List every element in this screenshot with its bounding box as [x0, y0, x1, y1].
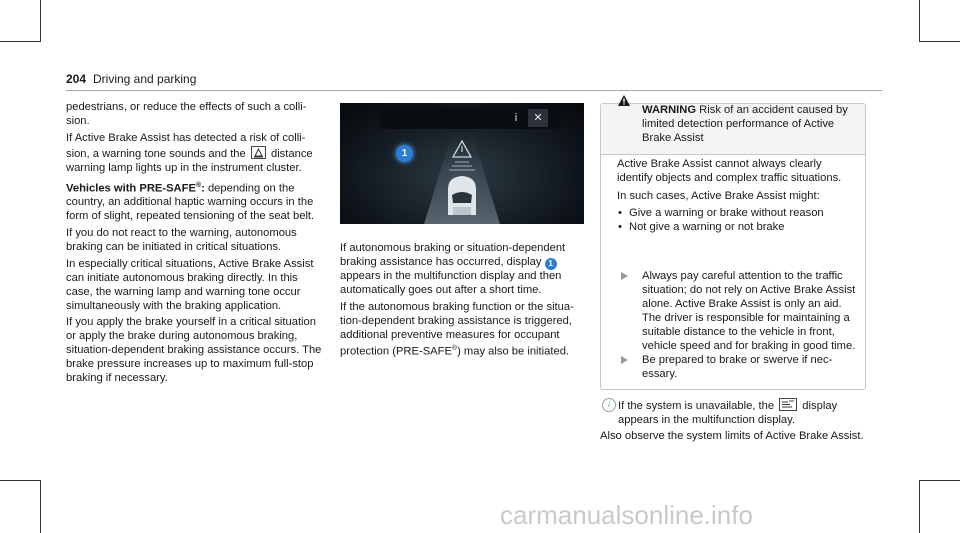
crop-mark — [0, 41, 41, 42]
warning-triangle-icon — [617, 94, 631, 107]
info-icon: i — [602, 398, 616, 412]
paragraph-text: appears in the multifunction display and then automatically goes out after a short time. — [340, 269, 562, 296]
section-title: Driving and parking — [93, 72, 197, 86]
active-brake-assist-graphic — [340, 103, 584, 224]
crop-mark — [40, 0, 41, 42]
paragraph-text: distance warning lamp lights up in the instrument cluster. — [66, 147, 313, 174]
vehicle-variant-heading: Vehicles with PRE-SAFE — [66, 182, 196, 195]
paragraph-text: If autonomous braking or situation-dependent braking assistance has occurred, display — [340, 242, 566, 268]
crop-mark — [919, 0, 920, 42]
paragraph: In especially critical situations, Active Brake Assist can initiate autonomous braking directly. In this case, the warning lamp and warning tone occur simultaneously with the braking application. — [66, 257, 314, 312]
paragraph-text: depending on the country, an additional haptic warning occurs in the form of slight, repeated tensioning of the seat belt. — [66, 182, 315, 223]
paragraph — [66, 179, 324, 224]
warning-box — [600, 103, 866, 390]
page-number: 204 — [66, 72, 87, 86]
info-text: If the system is unavailable, the — [618, 400, 775, 412]
registered-mark: ® — [195, 181, 202, 189]
warning-body — [617, 158, 857, 235]
display-callout-1: 1 — [396, 145, 413, 162]
paragraph: If you do not react to the warning, autonomous braking can be initiated in critical situations. — [66, 226, 297, 253]
warning-divider — [601, 154, 865, 155]
registered-mark: ® — [451, 345, 458, 353]
text-column-middle — [340, 242, 584, 363]
close-icon: ✕ — [528, 109, 548, 127]
paragraph — [340, 242, 584, 298]
paragraph: In such cases, Active Brake Assist might: — [617, 189, 820, 202]
crop-mark — [40, 480, 41, 533]
info-text: display appears in the multifunction display. — [618, 400, 838, 426]
warning-title-text: Risk of an accident caused by limited detection performance of Active Brake Assist — [642, 104, 848, 144]
list-item: • Give a warning or brake without reason — [617, 207, 857, 221]
watermark: carmanualsonline.info — [500, 500, 753, 530]
paragraph-text: If the autonomous braking function or the situation-dependent braking assistance is triggered, additional preventive measures for occupant protection (PRE-SAFE — [340, 300, 574, 359]
multifunction-display-image — [340, 103, 584, 224]
action-item — [617, 354, 857, 382]
paragraph: Also observe the system limits of Active Brake Assist. — [600, 429, 864, 442]
paragraph: Active Brake Assist cannot always clearly identify objects and complex traffic situations. — [617, 158, 842, 184]
paragraph — [66, 132, 324, 176]
distance-warning-lamp-icon — [251, 146, 266, 159]
paragraph — [340, 301, 584, 360]
action-item — [617, 270, 857, 353]
crop-mark — [919, 480, 920, 533]
heading-colon: : — [201, 182, 205, 195]
action-arrow-icon — [621, 356, 628, 364]
paragraph-text: ) may also be initiated. — [457, 346, 570, 359]
header-divider — [66, 90, 882, 91]
list-item: • Not give a warning or not brake — [617, 221, 857, 235]
car-icon — [448, 176, 476, 215]
crop-mark — [919, 480, 960, 481]
info-icon: i — [514, 112, 518, 124]
paragraph: If you apply the brake yourself in a critical situation or apply the brake during autonomous braking, situation-dependent braking assistance occurs. The brake pressure increases up to maximum full-stop braking if necessary. — [66, 316, 322, 385]
active-brake-assist-off-icon — [779, 398, 797, 411]
info-note — [600, 398, 868, 444]
text-column-left — [66, 101, 324, 389]
warning-label: WARNING — [642, 104, 697, 116]
info-line — [618, 398, 868, 428]
paragraph: pedestrians, or reduce the effects of such a collision. — [66, 101, 307, 127]
paragraph-text: If Active Brake Assist has detected a risk of collision, a warning tone sounds and the — [66, 131, 306, 160]
action-arrow-icon — [621, 272, 628, 280]
warning-title — [642, 104, 860, 146]
action-text: Be prepared to brake or swerve if necessary. — [642, 354, 833, 380]
callout-1-badge: 1 — [545, 258, 557, 270]
action-text: Always pay careful attention to the traffic situation; do not rely on Active Brake Assist alone. Active Brake Assist is only an aid. The driver is responsible for maintaining a suitable distance to the vehicle in front, vehicle speed and for braking in good time. — [642, 270, 856, 352]
crop-mark — [919, 41, 960, 42]
crop-mark — [0, 480, 41, 481]
